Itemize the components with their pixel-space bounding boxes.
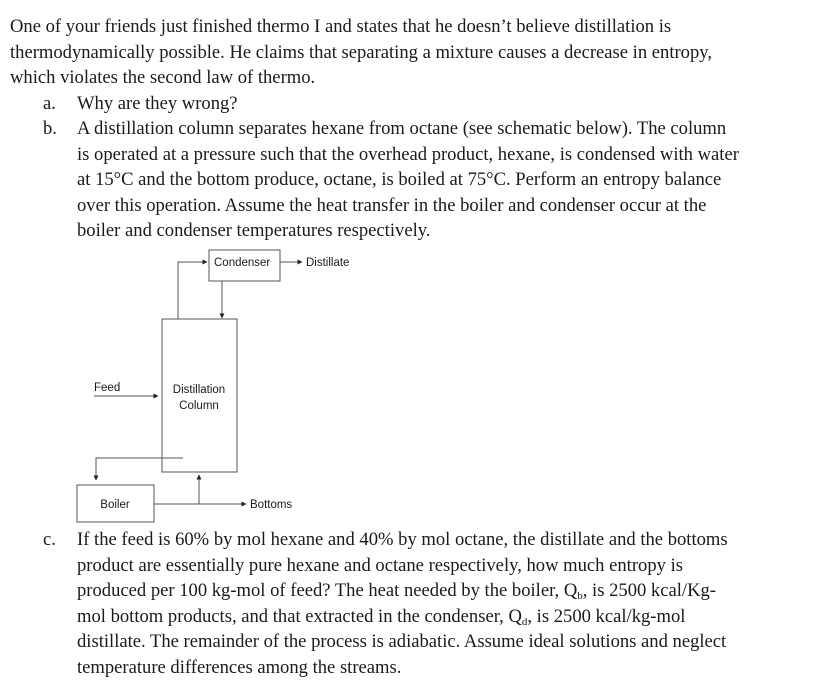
intro-line: thermodynamically possible. He claims that separating a mixture causes a decrease in entropy,: [10, 41, 713, 63]
intro-line: which violates the second law of thermo.: [10, 67, 316, 88]
question-b-line: over this operation. Assume the heat transfer in the boiler and condenser occur at the: [77, 194, 707, 216]
question-c-text-run: , is 2500 kcal/Kg-: [582, 580, 716, 601]
boilup-line: [154, 475, 199, 504]
boiler-heat-subscript: b: [577, 590, 583, 602]
vapor-line: [178, 262, 207, 319]
question-c-line: temperature differences among the streams.: [77, 656, 402, 678]
question-a-text: Why are they wrong?: [77, 93, 238, 114]
question-b-line: boiler and condenser temperatures respectively.: [77, 220, 431, 241]
question-c-text-run: produced per 100 kg-mol of feed? The heat needed by the boiler, Q: [77, 580, 578, 601]
question-c-line: product are essentially pure hexane and octane respectively, how much entropy is: [77, 554, 683, 576]
question-a-marker: a.: [43, 93, 56, 114]
liquid-to-boiler-line: [96, 458, 183, 480]
question-b-line: is operated at a pressure such that the overhead product, hexane, is condensed with water: [77, 143, 739, 165]
question-c-text-run: mol bottom products, and that extracted in the condenser, Q: [77, 605, 522, 627]
condenser-heat-subscript: d: [521, 615, 528, 628]
condenser-label: Condenser: [214, 257, 271, 269]
question-c-marker: c.: [43, 529, 56, 550]
distillate-label: Distillate: [306, 257, 350, 269]
boiler-label: Boiler: [100, 499, 130, 511]
question-c-text: [77, 527, 812, 680]
column-label-line2: Column: [179, 400, 219, 412]
question-b-line: at 15°C and the bottom produce, octane, is boiled at 75°C. Perform an entropy balance: [77, 169, 722, 190]
question-c-line: [77, 578, 812, 604]
question-c-line: [77, 604, 812, 630]
question-b-marker: b.: [43, 118, 57, 139]
question-c-line: distillate. The remainder of the process is adiabatic. Assume ideal solutions and neglect: [77, 631, 727, 652]
feed-label: Feed: [94, 382, 121, 394]
intro-line: One of your friends just finished thermo I and states that he doesn’t believe distillation is: [10, 16, 672, 37]
question-b-line: A distillation column separates hexane from octane (see schematic below). The column: [77, 118, 727, 139]
question-c-text-run: , is 2500 kcal/kg-mol: [527, 605, 686, 627]
question-c-line: If the feed is 60% by mol hexane and 40% by mol octane, the distillate and the bottoms: [77, 529, 728, 550]
column-label-line1: Distillation: [172, 384, 226, 396]
bottoms-label: Bottoms: [250, 499, 293, 511]
